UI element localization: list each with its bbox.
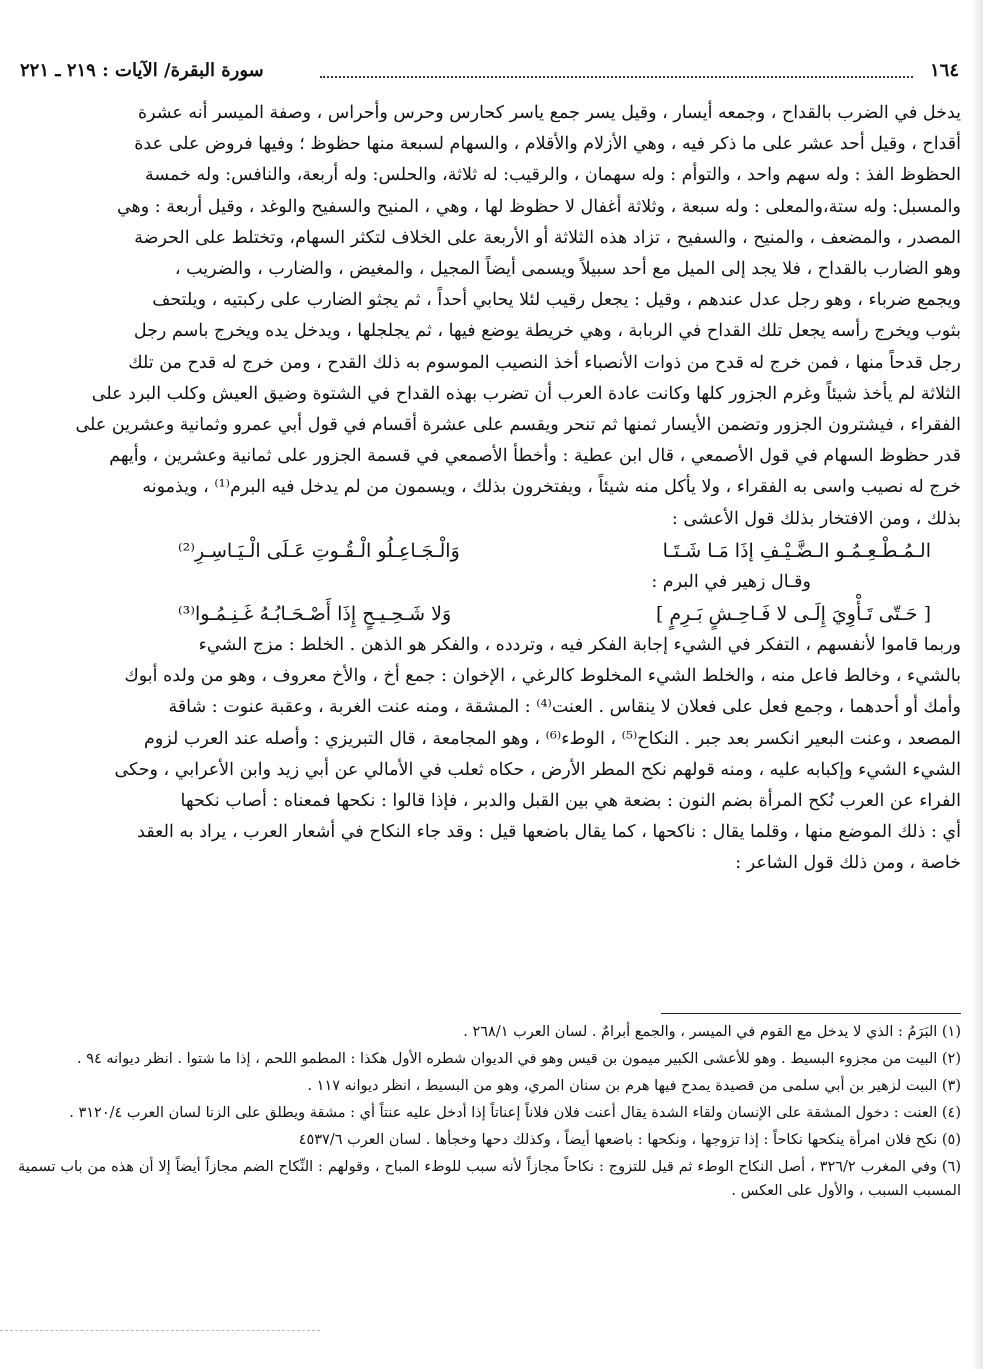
text-line: يدخل في الضرب بالقداح ، وجمعه أيسار ، وقيل يسر جمع ياسر كحارس وحرس وأحراس ، وصفة الميسر أنه عشرة	[137, 103, 961, 123]
page-number: ١٦٤	[929, 60, 959, 81]
poetry-verse-1	[18, 535, 961, 567]
verse-first-hemistich: [ حَـتّى تَـأْوِيَ إِلَـى لا فَـاحِـشٍ بَـرِمٍ ]	[655, 603, 931, 626]
text-line: بثوب ويخرج رأسه يجعل تلك القداح في الربابة ، وهي خريطة يوضع فيها ، ثم يجلجلها ، ويدخل يده ويخرج باسم رجل	[133, 321, 961, 342]
surah-title: سورة البقرة/ الآيات : ٢١٩ ـ ٢٢١	[20, 60, 264, 81]
text-line: والمسبل: وله ستة،والمعلى : وله سبعة ، وثلاثة أغفال لا حظوظ لها ، وهي ، المنيح والسفيح والوغد ، وقيل أربعة : وهي	[116, 196, 961, 217]
text-line: الفراء عن العرب نُكح المرأة بضم النون : بضعة هي بين القبل والدبر ، فإذا قالوا : نكحها فمعناه : أصاب نكحها	[180, 791, 961, 812]
text-line: خرج له نصيب واسى به الفقراء ، ولا يأكل منه شيئاً ، ويفتخرون بذلك ، ويسمون من لم يدخل فيه البرم⁽¹⁾ ، ويذمونه	[142, 477, 961, 498]
main-text	[18, 98, 961, 880]
verse-second-hemistich: وَلا شَـحِـيـحٍ إِذَا أَصْـحَـابُـهُ غَـنِـمُـوا⁽³⁾	[178, 603, 452, 626]
header-dotted-leader	[320, 76, 913, 78]
footnotes	[18, 1020, 961, 1206]
text-line: المصدر ، والمضعف ، والمنيح ، والسفيح ، تزاد هذه الثلاثة أو الأربعة على الخلاف لتكثر السهام، وتختلط على الحرضة	[134, 227, 961, 248]
footnote-separator	[661, 1013, 961, 1014]
poetry-verse-2	[18, 598, 961, 630]
footnote: (٣) البيت لزهير بن أبي سلمى من قصيدة يمدح فيها هرم بن سنان المري، وهو من البسيط ، انظر ديوانه ١١٧ .	[307, 1078, 961, 1094]
footnote: (٥) نكح فلان امرأة ينكحها نكاحاً : إذا تزوجها ، ونكحها : باضعها أيضاً ، وكذلك دحها وخجأها . لسان العرب ٤٥٣٧/٦	[298, 1132, 961, 1148]
text-line: قدر حظوظ السهام في قول الأصمعي ، قال ابن عطية : وأخطأ الأصمعي في قسمة الجزور على ثمانية وعشرين ، وأيهم	[109, 446, 961, 467]
text-line: ويجمع ضرباء ، وهو رجل عدل عندهم ، وقيل : يجعل رقيب لئلا يحابي أحداً ، ثم يجثو الضارب على ركبتيه ، ويلتحف	[152, 290, 961, 311]
footnote: (٦) وفي المغرب ٣٢٦/٢ ، أصل النكاح الوطء ثم قيل للتزوج : نكاحاً مجازاً لأنه سبب للوطء المباح ، وقولهم : النِّكاح الضم مجازاً أيضاً إلا أن هذه من باب تسمية المسبب السبب ، والأول على العكس .	[18, 1159, 962, 1199]
text-line: رجل قدحاً منها ، فمن خرج له قدح من ذوات الأنصباء أخذ النصيب الموسوم به ذلك القدح ، ومن خرج له قدح من تلك	[128, 352, 961, 373]
verse-second-hemistich: وَالْـجَـاعِـلُو الْـقُـوتِ عَـلَى الْـيَـاسِـرِ⁽²⁾	[178, 539, 460, 562]
footnote: (٢) البيت من مجزوء البسيط . وهو للأعشى الكبير ميمون بن قيس وهو في الديوان شطره الأول هكذا : المطمو اللحم ، إذا ما شتوا . انظر ديوانه ٩٤ .	[76, 1051, 961, 1067]
scan-edge-shadow	[971, 0, 983, 1369]
text-line: بذلك ، ومن الافتخار بذلك قول الأعشى :	[671, 508, 961, 529]
verse-first-hemistich: الـمُـطْـعِـمُـو الـضَّـيْـفِ إذَا مَـا شَـتَـا	[662, 539, 931, 562]
text-line: الشيء الشيء وإكبابه عليه ، ومنه قولهم نكح المطر الأرض ، حكاه ثعلب في الأمالي عن أبي زيد وابن الأعرابي ، وحكى	[114, 759, 961, 780]
text-line: الحظوظ الفذ : وله سهم واحد ، والتوأم : وله سهمان ، والرقيب: له ثلاثة، والحلس: وله أربعة، والنافس: وله خمسة	[144, 165, 961, 186]
scan-edge-mark	[0, 1330, 320, 1331]
verse-intro: وقـال زهير في البرم :	[651, 571, 811, 592]
text-line: أقداح ، وقيل أحد عشر على ما ذكر فيه ، وهي الأزلام والأقلام ، والسهام لسبعة منها حظوظ ؛ وفيها فروض على عدة	[134, 134, 961, 155]
text-line: الثلاثة لم يأخذ شيئاً وغرم الجزور كلها وكانت عادة العرب أن تضرب بهذه القداح في الشتوة وضيق العيش وكلب البرد على	[91, 383, 961, 404]
text-line: وهو الضارب بالقداح ، فلا يجد إلى الميل مع أحد سبيلاً ويسمى أيضاً المجيل ، والمغيض ، والضارب ، والضريب ،	[174, 259, 961, 280]
text-line: الفقراء ، فيشترون الجزور وتضمن الأيسار ثمنها ثم تنحر ويقسم على عشرة أقسام في قول أبي عمرو وثمانية وعشرين على	[75, 415, 961, 436]
text-line: أي : ذلك الموضع منها ، وقلما يقال : ناكحها ، كما يقال باضعها قيل : وقد جاء النكاح في أشعار العرب ، يراد به العقد	[137, 822, 961, 843]
footnote: (١) البَرَمُ : الذي لا يدخل مع القوم في الميسر ، والجمع أبرامٌ . لسان العرب ٢٦٨/١ .	[463, 1024, 961, 1040]
text-line: بالشيء ، وخالط فاعل منه ، والخلط الشيء المخلوط كالرغي ، الإخوان : جمع أخ ، والأخ معروف ، وهو من ولده أبوك	[124, 666, 961, 687]
page-header	[20, 58, 961, 88]
text-line: المصعد ، وعنت البعير انكسر بعد جبر . النكاح⁽⁵⁾ ، الوطء⁽⁶⁾ ، وهو المجامعة ، قال التبريزي : وأصله عند العرب لزوم	[144, 728, 961, 749]
text-line: خاصة ، ومن ذلك قول الشاعر :	[735, 853, 961, 874]
text-line: وربما قاموا لأنفسهم ، التفكر في الشيء إجابة الفكر فيه ، وتردده ، والفكر هو الذهن . الخلط : مزج الشيء	[198, 635, 961, 656]
footnote: (٤) العنت : دخول المشقة على الإنسان ولقاء الشدة يقال أعنت فلان فلاناً إعناتاً إذا أدخل عليه عنتاً أي : مشقة ويطلق على الزنا لسان العرب ٣١٢٠/٤ .	[69, 1105, 961, 1121]
text-line: وأمك أو أحدهما ، وجمع فعل على فعلان لا ينقاس . العنت⁽⁴⁾ : المشقة ، ومنه عنت الغربة ، وعقبة عنوت : شاقة	[168, 697, 961, 718]
